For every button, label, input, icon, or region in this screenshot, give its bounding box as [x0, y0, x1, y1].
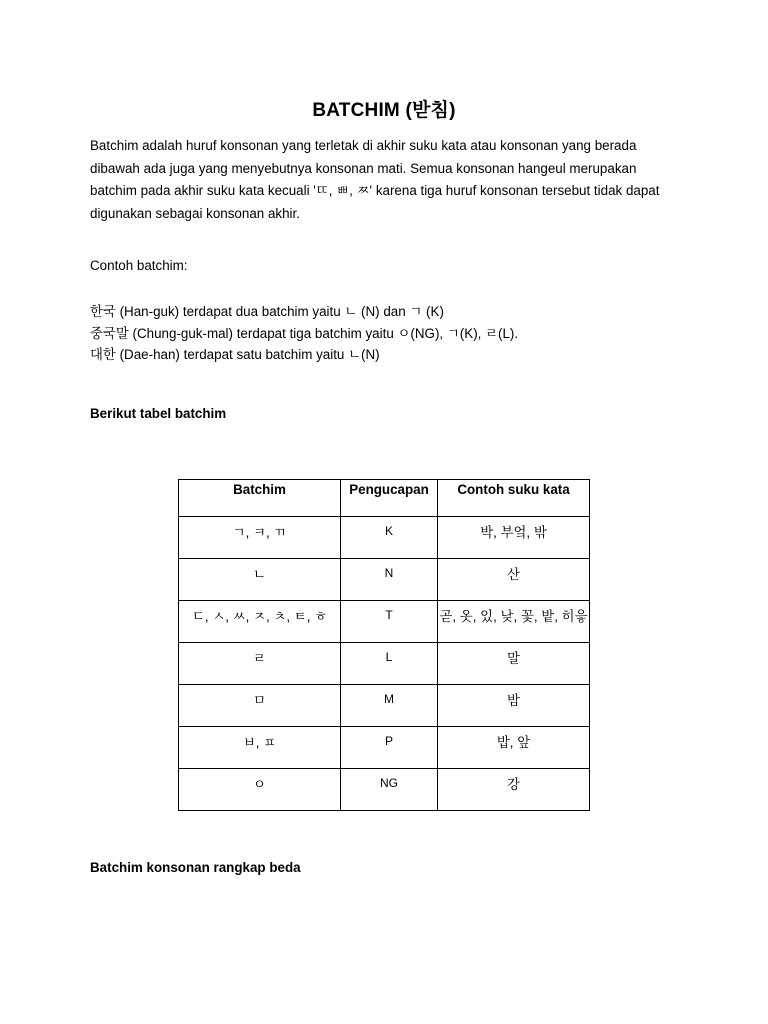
- table-heading: Berikut tabel batchim: [90, 406, 227, 421]
- intro-paragraph: [90, 135, 690, 225]
- cell-batchim: ㅇ: [179, 769, 341, 811]
- intro-line: batchim pada akhir suku kata kecuali 'ㄸ, ㅃ, ㅉ' karena tiga huruf konsonan tersebut tidak dapat: [90, 183, 660, 198]
- cell-contoh: 밥, 앞: [438, 727, 590, 769]
- example-item: 한국 (Han-guk) terdapat dua batchim yaitu ㄴ (N) dan ㄱ (K): [90, 304, 444, 319]
- cell-contoh: 박, 부엌, 밖: [438, 517, 590, 559]
- cell-batchim: ㄴ: [179, 559, 341, 601]
- table-row: [179, 559, 590, 601]
- cell-pengucapan: K: [341, 517, 438, 559]
- cell-contoh: 강: [438, 769, 590, 811]
- cell-pengucapan: L: [341, 643, 438, 685]
- table-row: [179, 517, 590, 559]
- column-header-contoh: Contoh suku kata: [438, 480, 590, 517]
- cell-contoh: 곧, 옷, 있, 낮, 꽃, 밭, 히읗: [438, 601, 590, 643]
- cell-batchim: ㅂ, ㅍ: [179, 727, 341, 769]
- cell-contoh: 밤: [438, 685, 590, 727]
- cell-batchim: ㄱ, ㅋ, ㄲ: [179, 517, 341, 559]
- cell-contoh: 산: [438, 559, 590, 601]
- column-header-pengucapan: Pengucapan: [341, 480, 438, 517]
- table-row: [179, 685, 590, 727]
- examples-list: [90, 301, 518, 366]
- page-title: BATCHIM (받침): [312, 100, 456, 121]
- cell-pengucapan: M: [341, 685, 438, 727]
- cell-batchim: ㄷ, ㅅ, ㅆ, ㅈ, ㅊ, ㅌ, ㅎ: [179, 601, 341, 643]
- intro-line: dibawah ada juga yang menyebutnya konsonan mati. Semua konsonan hangeul merupakan: [90, 160, 637, 176]
- cell-pengucapan: T: [341, 601, 438, 643]
- table-row: [179, 727, 590, 769]
- cell-batchim: ㄹ: [179, 643, 341, 685]
- intro-line: Batchim adalah huruf konsonan yang terletak di akhir suku kata atau konsonan yang berada: [90, 138, 637, 153]
- section-heading: Batchim konsonan rangkap beda: [90, 860, 301, 875]
- examples-label: Contoh batchim:: [90, 258, 188, 273]
- table-row: [179, 769, 590, 811]
- cell-batchim: ㅁ: [179, 685, 341, 727]
- intro-line: digunakan sebagai konsonan akhir.: [90, 205, 300, 221]
- cell-contoh: 말: [438, 643, 590, 685]
- cell-pengucapan: P: [341, 727, 438, 769]
- example-item: 대한 (Dae-han) terdapat satu batchim yaitu ㄴ(N): [90, 347, 380, 362]
- table-header-row: [179, 480, 590, 517]
- cell-pengucapan: NG: [341, 769, 438, 811]
- table-row: [179, 601, 590, 643]
- table-row: [179, 643, 590, 685]
- cell-pengucapan: N: [341, 559, 438, 601]
- column-header-batchim: Batchim: [179, 480, 341, 517]
- batchim-table: [178, 479, 590, 811]
- example-item: 중국말 (Chung-guk-mal) terdapat tiga batchim yaitu ㅇ(NG), ㄱ(K), ㄹ(L).: [90, 325, 519, 341]
